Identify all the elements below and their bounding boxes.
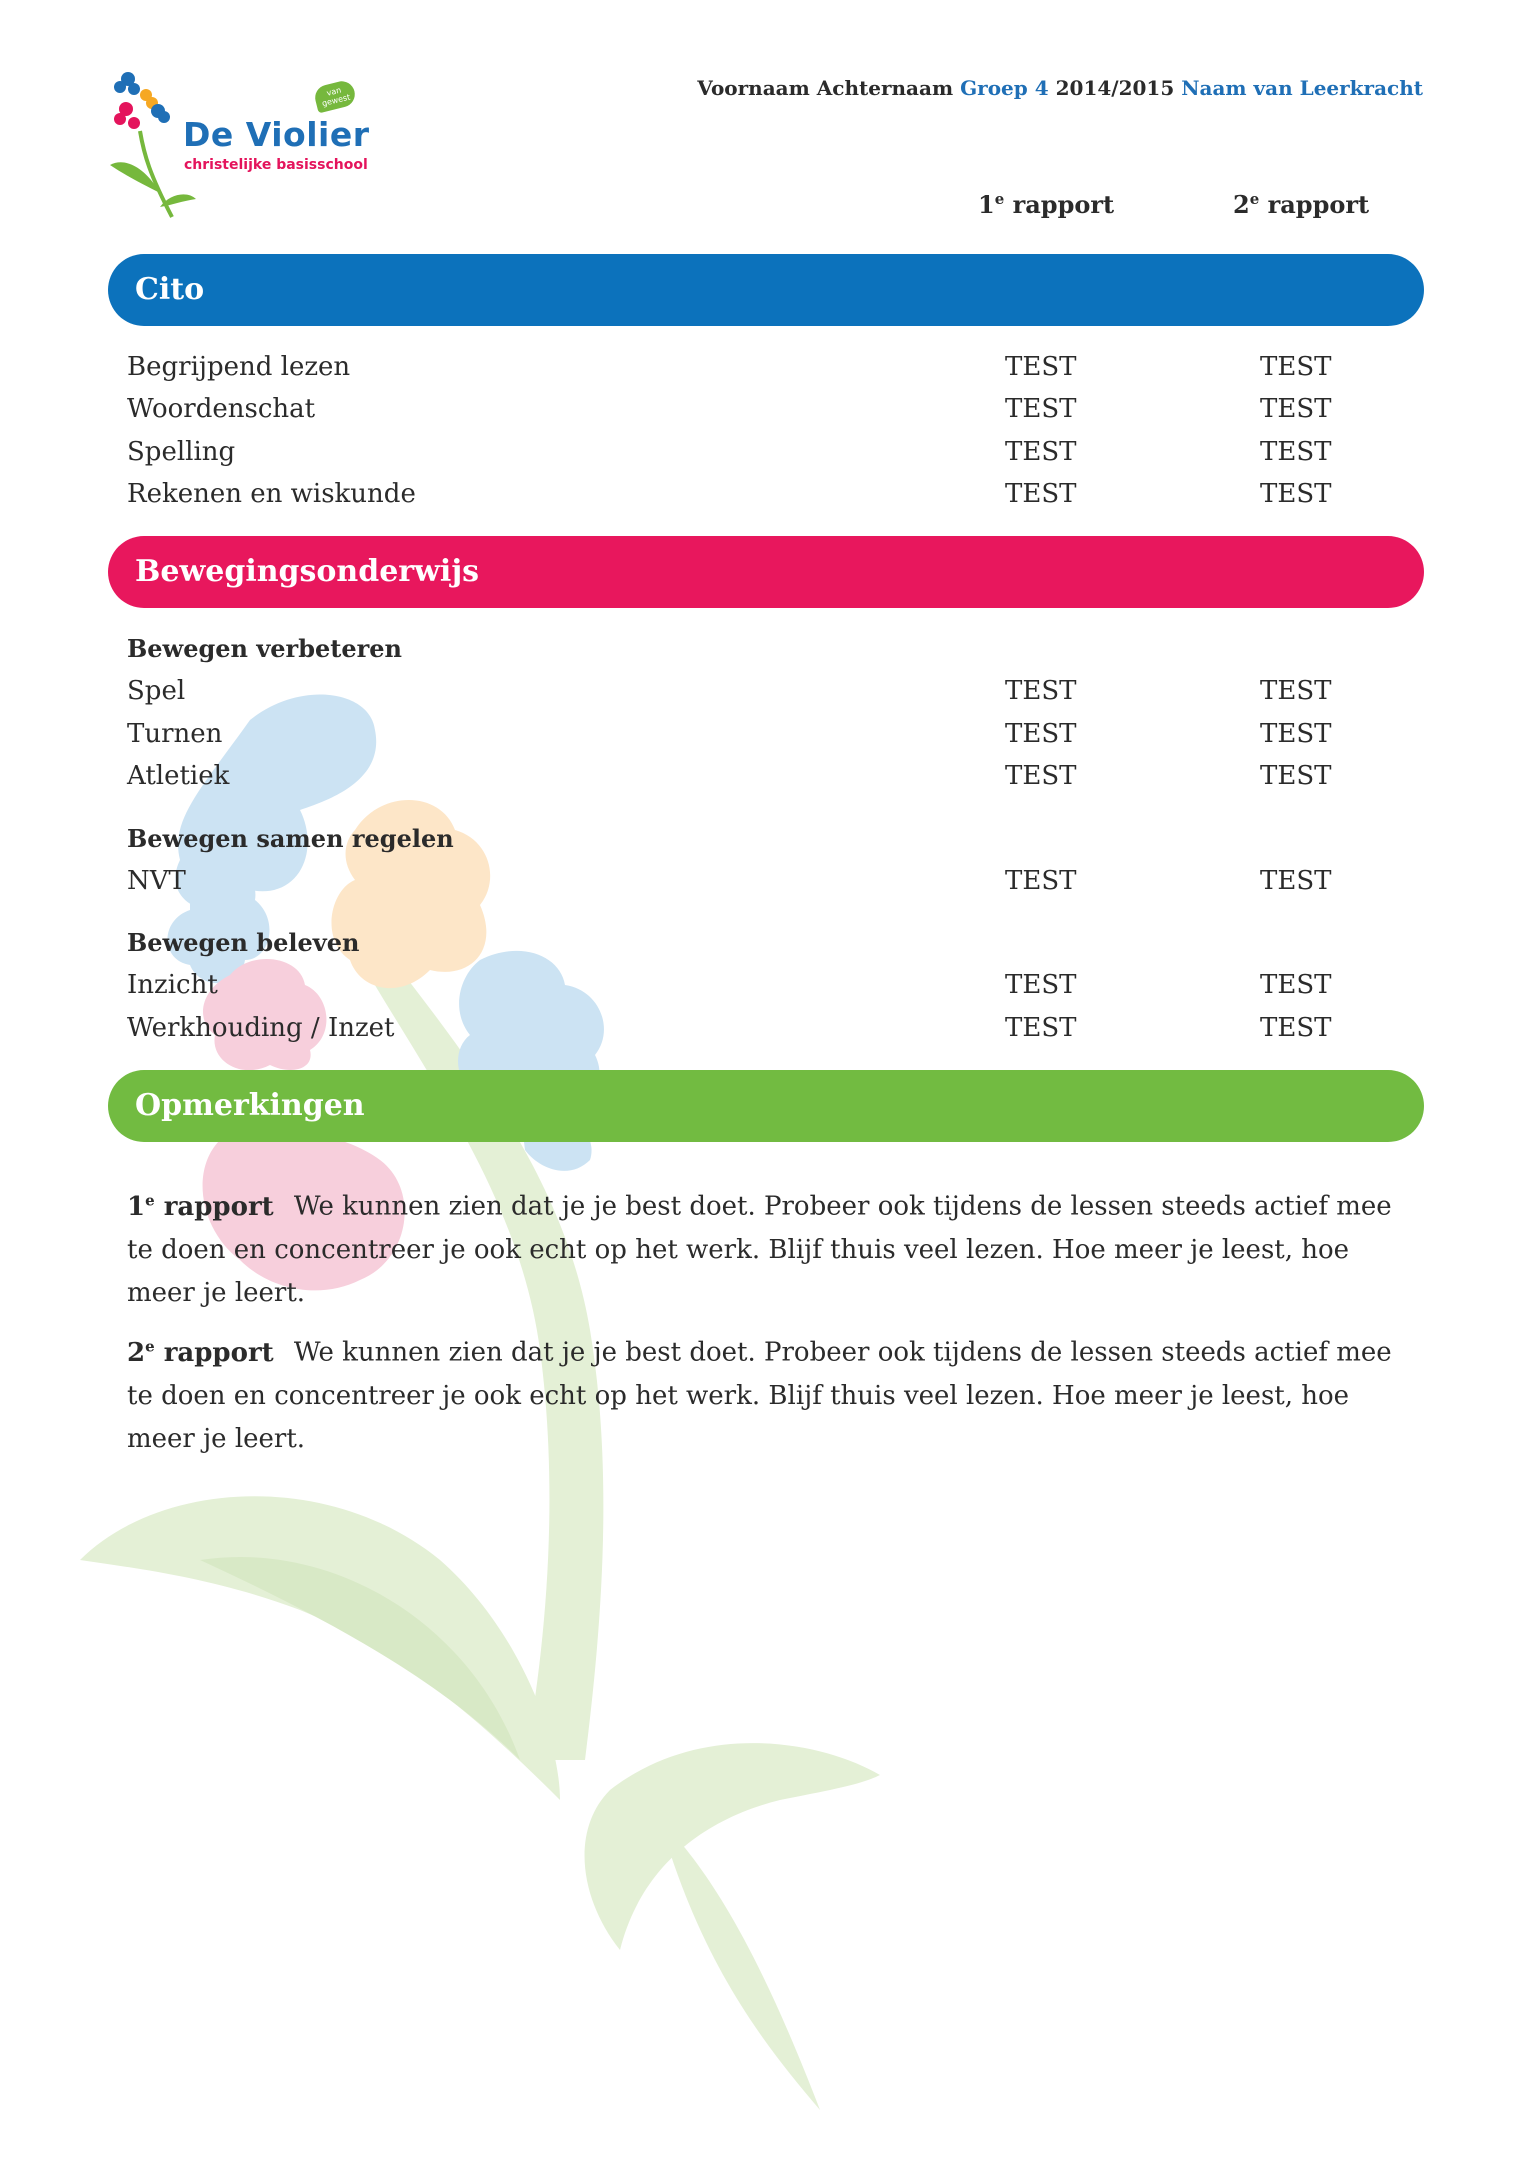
row-label: Turnen <box>127 719 223 749</box>
first-report-value: TEST <box>1005 1013 1077 1043</box>
student-name: Voornaam Achternaam <box>697 76 954 100</box>
first-report-value: TEST <box>1005 437 1077 467</box>
row-label: Atletiek <box>127 761 230 791</box>
table-row <box>127 860 1377 902</box>
table-row <box>127 670 1377 712</box>
section-bar-opmerkingen: Opmerkingen <box>108 1070 1424 1142</box>
second-report-value: TEST <box>1260 676 1332 706</box>
table-row <box>127 431 1377 473</box>
school-year: 2014/2015 <box>1055 76 1175 100</box>
school-name: De Violier <box>183 115 370 154</box>
table-row <box>127 388 1377 430</box>
second-report-value: TEST <box>1260 761 1332 791</box>
section-bar-cito: Cito <box>108 254 1424 326</box>
subsection-heading: Bewegen verbeteren <box>127 634 402 663</box>
first-report-value: TEST <box>1005 866 1077 896</box>
second-report-value: TEST <box>1260 866 1332 896</box>
remark-text: We kunnen zien dat je je best doet. Probeer ook tijdens de lessen steeds actief mee te doen en concentreer je ook echt op het werk. Blijf thuis veel lezen. Hoe meer je leest, hoe meer je leert. <box>127 1191 1392 1308</box>
row-label: Spel <box>127 676 186 706</box>
remark-text: We kunnen zien dat je je best doet. Probeer ook tijdens de lessen steeds actief mee te doen en concentreer je ook echt op het werk. Blijf thuis veel lezen. Hoe meer je leest, hoe meer je leert. <box>127 1337 1392 1454</box>
subsection-heading: Bewegen beleven <box>127 928 360 957</box>
remark-label: 2e rapport <box>127 1337 274 1368</box>
second-report-value: TEST <box>1260 1013 1332 1043</box>
second-report-value: TEST <box>1260 437 1332 467</box>
row-label: Rekenen en wiskunde <box>127 479 416 509</box>
first-report-value: TEST <box>1005 970 1077 1000</box>
second-report-value: TEST <box>1260 352 1332 382</box>
row-label: Begrijpend lezen <box>127 352 351 382</box>
column-header-first-report: 1e rapport <box>978 190 1115 219</box>
remark-second-report <box>127 1325 1397 1461</box>
first-report-value: TEST <box>1005 719 1077 749</box>
report-header <box>697 76 1423 100</box>
second-report-value: TEST <box>1260 719 1332 749</box>
row-label: Spelling <box>127 437 236 467</box>
first-report-value: TEST <box>1005 676 1077 706</box>
column-header-second-report: 2e rapport <box>1233 190 1370 219</box>
teacher-name: Naam van Leerkracht <box>1181 76 1423 100</box>
table-row <box>127 473 1377 515</box>
table-row <box>127 755 1377 797</box>
subsection-heading: Bewegen samen regelen <box>127 824 454 853</box>
second-report-value: TEST <box>1260 394 1332 424</box>
school-tagline: christelijke basisschool <box>184 157 368 173</box>
first-report-value: TEST <box>1005 394 1077 424</box>
table-row <box>127 964 1377 1006</box>
group-label: Groep 4 <box>960 76 1049 100</box>
table-row <box>127 713 1377 755</box>
first-report-value: TEST <box>1005 352 1077 382</box>
row-label: Werkhouding / Inzet <box>127 1013 395 1043</box>
row-label: Woordenschat <box>127 394 316 424</box>
section-bar-bewegingsonderwijs: Bewegingsonderwijs <box>108 536 1424 608</box>
second-report-value: TEST <box>1260 970 1332 1000</box>
second-report-value: TEST <box>1260 479 1332 509</box>
school-logo <box>100 65 370 225</box>
logo-badge: van gewest <box>312 79 357 114</box>
first-report-value: TEST <box>1005 479 1077 509</box>
table-row <box>127 1007 1377 1049</box>
first-report-value: TEST <box>1005 761 1077 791</box>
table-row <box>127 346 1377 388</box>
remark-first-report <box>127 1179 1397 1315</box>
remark-label: 1e rapport <box>127 1191 274 1222</box>
row-label: Inzicht <box>127 970 218 1000</box>
row-label: NVT <box>127 866 186 896</box>
